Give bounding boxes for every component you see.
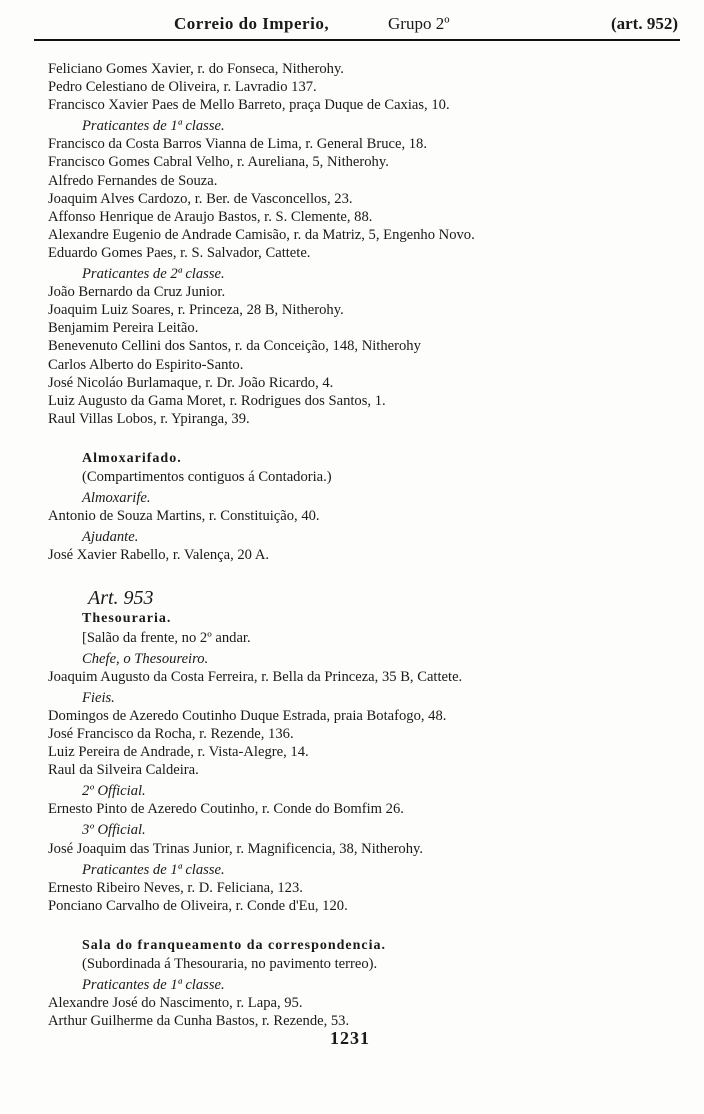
page-body (48, 60, 688, 1030)
entry-line: Benjamim Pereira Leitão. (48, 320, 199, 337)
entry-line: José Francisco da Rocha, r. Rezende, 136. (48, 726, 294, 742)
entry-line: Francisco da Costa Barros Vianna de Lima, r. General Bruce, 18. (48, 136, 427, 153)
entry-line: Alfredo Fernandes de Souza. (48, 172, 218, 189)
entry-line: João Bernardo da Cruz Junior. (48, 284, 226, 301)
entry-line: Feliciano Gomes Xavier, r. do Fonseca, Nitherohy. (48, 61, 344, 77)
section-heading: Praticantes de 1ª classe. (82, 977, 225, 994)
entry-line: Joaquim Luiz Soares, r. Princeza, 28 B, Nitherohy. (48, 302, 344, 319)
entry-line: Alexandre José do Nascimento, r. Lapa, 95. (48, 995, 303, 1012)
entry-line: Luiz Pereira de Andrade, r. Vista-Alegre, 14. (48, 744, 309, 761)
section-heading: Praticantes de 1ª classe. (82, 861, 225, 878)
section-heading: Chefe, o Thesoureiro. (82, 650, 209, 667)
entry-line: José Nicoláo Burlamaque, r. Dr. João Ricardo, 4. (48, 374, 334, 391)
header-rule (34, 39, 680, 41)
entry-line: Raul Villas Lobos, r. Ypiranga, 39. (48, 410, 250, 427)
header-title: Correio do Imperio, (174, 14, 330, 33)
entry-line: Luiz Augusto da Gama Moret, r. Rodrigues dos Santos, 1. (48, 392, 386, 409)
entry-line: Ernesto Pinto de Azeredo Coutinho, r. Conde do Bomfim 26. (48, 801, 404, 818)
entry-line: Francisco Xavier Paes de Mello Barreto, praça Duque de Caxias, 10. (48, 97, 450, 114)
entry-line: Antonio de Souza Martins, r. Constituição, 40. (48, 508, 320, 525)
section-title: Sala do franqueamento da correspondencia. (82, 937, 387, 953)
entry-line: Alexandre Eugenio de Andrade Camisão, r. da Matriz, 5, Engenho Novo. (48, 226, 475, 243)
section-heading: Praticantes de 1ª classe. (82, 118, 225, 135)
entry-line: Joaquim Alves Cardozo, r. Ber. de Vasconcellos, 23. (48, 190, 353, 207)
section-heading: Fieis. (82, 689, 115, 706)
header-article: (art. 952) (610, 14, 678, 33)
section-note: (Compartimentos contiguos á Contadoria.) (82, 468, 332, 485)
section-heading: 2º Official. (82, 783, 146, 800)
entry-line: Pedro Celestiano de Oliveira, r. Lavradio 137. (48, 79, 317, 96)
section-note: [Salão da frente, no 2º andar. (82, 629, 251, 646)
entry-line: Arthur Guilherme da Cunha Bastos, r. Rezende, 53. (48, 1013, 350, 1030)
entry-line: Domingos de Azeredo Coutinho Duque Estrada, praia Botafogo, 48. (48, 707, 447, 724)
entry-line: Francisco Gomes Cabral Velho, r. Aureliana, 5, Nitherohy. (48, 154, 389, 171)
section-title: Almoxarifado. (82, 450, 182, 466)
entry-line: José Joaquim das Trinas Junior, r. Magnificencia, 38, Nitherohy. (48, 840, 424, 857)
running-header (34, 14, 678, 36)
page-number: 1231 (330, 1028, 370, 1048)
entry-line: Ernesto Ribeiro Neves, r. D. Feliciana, 123. (48, 879, 303, 896)
section-title: Thesouraria. (82, 611, 172, 627)
entry-line: Affonso Henrique de Araujo Bastos, r. S. Clemente, 88. (48, 208, 373, 225)
section-heading: Praticantes de 2ª classe. (82, 266, 225, 283)
entry-line: Eduardo Gomes Paes, r. S. Salvador, Cattete. (48, 244, 311, 261)
section-heading: 3º Official. (82, 822, 146, 839)
section-note: (Subordinada á Thesouraria, no pavimento terreo). (82, 956, 378, 973)
section-heading: Ajudante. (82, 529, 139, 546)
entry-line: Ponciano Carvalho de Oliveira, r. Conde d'Eu, 120. (48, 897, 348, 914)
entry-line: Raul da Silveira Caldeira. (48, 762, 199, 779)
header-group: Grupo 2º (388, 14, 450, 33)
entry-line: Carlos Alberto do Espirito-Santo. (48, 356, 244, 373)
entry-line: Benevenuto Cellini dos Santos, r. da Conceição, 148, Nitherohy (48, 338, 421, 355)
entry-line: José Xavier Rabello, r. Valença, 20 A. (48, 547, 270, 564)
article-number: Art. 953 (88, 587, 154, 610)
entry-line: Joaquim Augusto da Costa Ferreira, r. Bella da Princeza, 35 B, Cattete. (48, 668, 463, 685)
section-heading: Almoxarife. (82, 490, 151, 507)
